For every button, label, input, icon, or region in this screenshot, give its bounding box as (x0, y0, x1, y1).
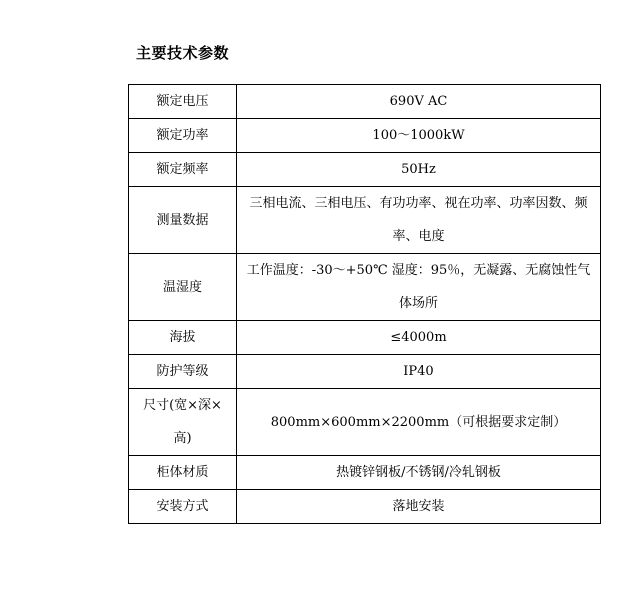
row-label: 温湿度 (129, 254, 237, 321)
row-value: ≤4000m (237, 321, 601, 355)
row-label: 测量数据 (129, 187, 237, 254)
row-label: 额定频率 (129, 153, 237, 187)
table-row (129, 355, 601, 389)
table-row (129, 153, 601, 187)
row-value: 800mm×600mm×2200mm（可根据要求定制） (237, 389, 601, 456)
table-row (129, 456, 601, 490)
row-label: 柜体材质 (129, 456, 237, 490)
table-row (129, 187, 601, 254)
row-value: 690V AC (237, 85, 601, 119)
row-label: 尺寸(宽×深×高) (129, 389, 237, 456)
row-label: 额定电压 (129, 85, 237, 119)
row-value: 工作温度：-30～+50℃ 湿度：95％，无凝露、无腐蚀性气体场所 (237, 254, 601, 321)
page-title: 主要技术参数 (136, 44, 230, 62)
table-row (129, 490, 601, 524)
row-label: 海拔 (129, 321, 237, 355)
row-label: 额定功率 (129, 119, 237, 153)
row-label: 安装方式 (129, 490, 237, 524)
row-value: 三相电流、三相电压、有功功率、视在功率、功率因数、频率、电度 (237, 187, 601, 254)
row-value: 热镀锌钢板/不锈钢/冷轧钢板 (237, 456, 601, 490)
table-row (129, 119, 601, 153)
table-row (129, 85, 601, 119)
table-row (129, 254, 601, 321)
row-value: 100～1000kW (237, 119, 601, 153)
row-value: 50Hz (237, 153, 601, 187)
row-value: 落地安装 (237, 490, 601, 524)
row-value: IP40 (237, 355, 601, 389)
table-row (129, 389, 601, 456)
row-label: 防护等级 (129, 355, 237, 389)
spec-table (128, 84, 601, 524)
table-row (129, 321, 601, 355)
